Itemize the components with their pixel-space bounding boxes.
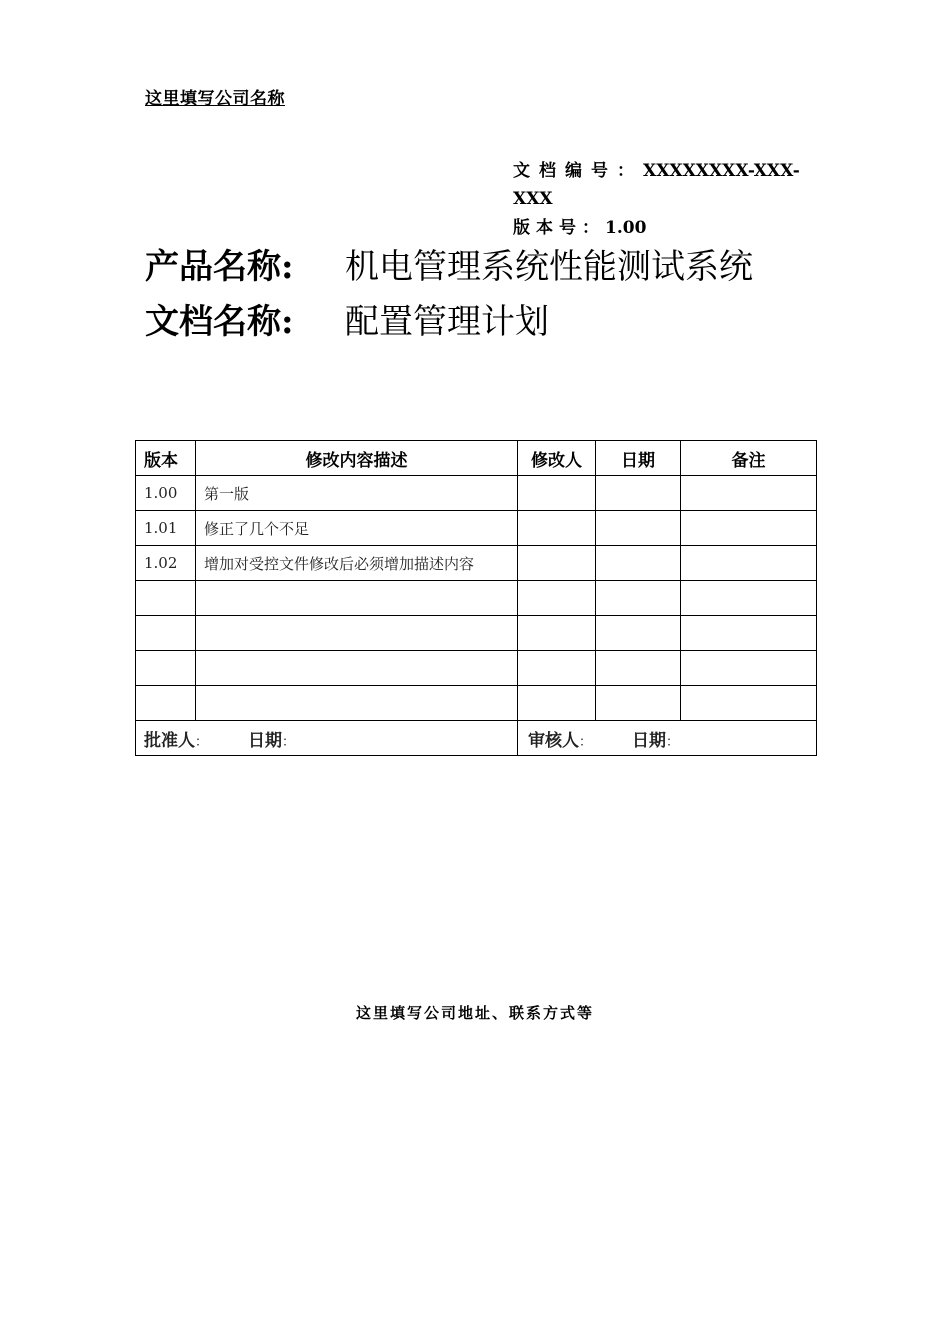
approver-label: 批准人: [144, 730, 195, 751]
table-row: [136, 511, 817, 546]
signature-row: [136, 721, 817, 756]
reviewer-colon: ：: [579, 734, 593, 750]
revision-table-header: [136, 441, 817, 476]
cell-remarks: [681, 476, 817, 511]
header-version: 版本: [136, 441, 196, 476]
header-date: 日期: [596, 441, 681, 476]
version-number: [513, 213, 646, 238]
cell-description: [196, 581, 518, 616]
table-row: [136, 651, 817, 686]
cell-description: [196, 616, 518, 651]
cell-remarks: [681, 581, 817, 616]
reviewer-date-colon: ：: [666, 734, 680, 750]
product-name-label: 产品名称:: [145, 247, 294, 287]
version-value: 1.00: [605, 218, 647, 238]
table-row: [136, 476, 817, 511]
document-number-label: 文档编号：: [513, 161, 643, 181]
document-name-label: 文档名称:: [145, 302, 294, 342]
cell-remarks: [681, 651, 817, 686]
cell-version: 1.01: [136, 511, 196, 546]
cell-modifier: [518, 546, 596, 581]
cell-version: [136, 651, 196, 686]
approver-colon: ：: [195, 734, 209, 750]
cell-remarks: [681, 616, 817, 651]
cell-modifier: [518, 686, 596, 721]
cell-version: 1.00: [136, 476, 196, 511]
cell-description: 第一版: [196, 476, 518, 511]
header-modifier: 修改人: [518, 441, 596, 476]
document-number: [513, 157, 813, 213]
cell-remarks: [681, 511, 817, 546]
cell-version: 1.02: [136, 546, 196, 581]
version-label: 版本号：: [513, 218, 605, 238]
table-row: [136, 616, 817, 651]
table-row: [136, 686, 817, 721]
cell-modifier: [518, 581, 596, 616]
cell-date: [596, 511, 681, 546]
cell-modifier: [518, 616, 596, 651]
cell-modifier: [518, 511, 596, 546]
header-description: 修改内容描述: [196, 441, 518, 476]
document-name-row: [145, 302, 549, 342]
cell-description: [196, 686, 518, 721]
revision-table: [135, 440, 817, 756]
table-row: [136, 581, 817, 616]
company-name: 这里填写公司名称: [145, 89, 285, 109]
cell-date: [596, 686, 681, 721]
document-name-value: 配置管理计划: [345, 302, 549, 342]
product-name-row: [145, 247, 753, 287]
cell-date: [596, 616, 681, 651]
cell-description: [196, 651, 518, 686]
cell-version: [136, 686, 196, 721]
cell-date: [596, 581, 681, 616]
document-number-value: XXXXXXXX-XXX-XXX: [513, 161, 800, 209]
cell-date: [596, 476, 681, 511]
cell-version: [136, 581, 196, 616]
approver-cell: [136, 721, 518, 756]
cell-remarks: [681, 546, 817, 581]
reviewer-label: 审核人: [528, 730, 579, 751]
cell-modifier: [518, 476, 596, 511]
cell-date: [596, 546, 681, 581]
cell-date: [596, 651, 681, 686]
cell-description: 修正了几个不足: [196, 511, 518, 546]
cell-version: [136, 616, 196, 651]
header-remarks: 备注: [681, 441, 817, 476]
cell-description: 增加对受控文件修改后必须增加描述内容: [196, 546, 518, 581]
reviewer-cell: [518, 721, 817, 756]
approver-date-label: 日期: [248, 730, 283, 751]
cell-modifier: [518, 651, 596, 686]
company-address: 这里填写公司地址、联系方式等: [355, 1004, 594, 1022]
approver-date-colon: ：: [282, 734, 296, 750]
product-name-value: 机电管理系统性能测试系统: [345, 247, 753, 287]
cell-remarks: [681, 686, 817, 721]
reviewer-date-label: 日期: [632, 730, 667, 751]
table-row: [136, 546, 817, 581]
